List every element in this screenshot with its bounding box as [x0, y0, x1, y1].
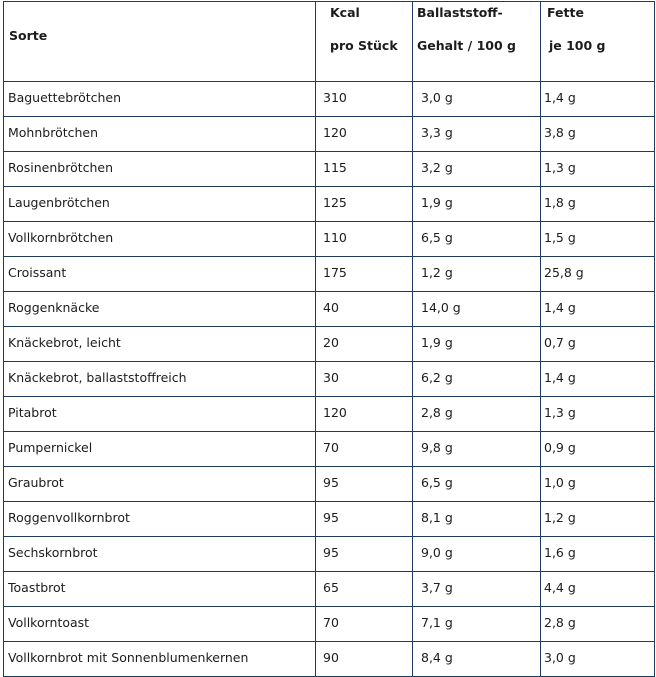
header-ballaststoff: Ballaststoff- Gehalt / 100 g [413, 2, 541, 82]
cell-kcal: 120 [316, 397, 413, 432]
table-row [4, 502, 655, 537]
cell-kcal: 95 [316, 537, 413, 572]
cell-fette: 1,4 g [541, 362, 655, 397]
cell-kcal: 115 [316, 152, 413, 187]
cell-kcal: 125 [316, 187, 413, 222]
cell-fette: 0,7 g [541, 327, 655, 362]
cell-kcal: 175 [316, 257, 413, 292]
cell-sorte: Pitabrot [4, 397, 316, 432]
table-row [4, 362, 655, 397]
cell-fette: 1,0 g [541, 467, 655, 502]
table-row [4, 572, 655, 607]
cell-ballaststoff: 8,1 g [413, 502, 541, 537]
cell-ballaststoff: 3,3 g [413, 117, 541, 152]
cell-ballaststoff: 3,0 g [413, 82, 541, 117]
cell-ballaststoff: 7,1 g [413, 607, 541, 642]
table-row [4, 537, 655, 572]
cell-fette: 1,4 g [541, 82, 655, 117]
cell-sorte: Laugenbrötchen [4, 187, 316, 222]
cell-sorte: Baguettebrötchen [4, 82, 316, 117]
cell-kcal: 310 [316, 82, 413, 117]
header-row [4, 2, 655, 82]
cell-fette: 3,0 g [541, 642, 655, 677]
cell-ballaststoff: 14,0 g [413, 292, 541, 327]
nutrition-table [3, 1, 655, 677]
cell-kcal: 70 [316, 432, 413, 467]
table-row [4, 607, 655, 642]
cell-fette: 1,3 g [541, 397, 655, 432]
table-row [4, 292, 655, 327]
cell-fette: 4,4 g [541, 572, 655, 607]
cell-fette: 1,3 g [541, 152, 655, 187]
cell-kcal: 95 [316, 502, 413, 537]
cell-ballaststoff: 8,4 g [413, 642, 541, 677]
cell-fette: 1,4 g [541, 292, 655, 327]
cell-kcal: 110 [316, 222, 413, 257]
cell-ballaststoff: 1,9 g [413, 187, 541, 222]
cell-sorte: Knäckebrot, ballaststoffreich [4, 362, 316, 397]
header-sorte: Sorte [4, 2, 316, 82]
header-kcal: Kcal pro Stück [316, 2, 413, 82]
cell-fette: 1,5 g [541, 222, 655, 257]
table-row [4, 222, 655, 257]
cell-kcal: 20 [316, 327, 413, 362]
cell-sorte: Sechskornbrot [4, 537, 316, 572]
cell-kcal: 90 [316, 642, 413, 677]
cell-ballaststoff: 1,2 g [413, 257, 541, 292]
table-row [4, 187, 655, 222]
cell-ballaststoff: 1,9 g [413, 327, 541, 362]
table-row [4, 467, 655, 502]
cell-kcal: 95 [316, 467, 413, 502]
cell-fette: 1,8 g [541, 187, 655, 222]
table-body [4, 82, 655, 677]
cell-ballaststoff: 9,0 g [413, 537, 541, 572]
table-row [4, 642, 655, 677]
cell-fette: 1,2 g [541, 502, 655, 537]
cell-sorte: Rosinenbrötchen [4, 152, 316, 187]
cell-kcal: 30 [316, 362, 413, 397]
cell-ballaststoff: 9,8 g [413, 432, 541, 467]
cell-sorte: Roggenvollkornbrot [4, 502, 316, 537]
table-row [4, 82, 655, 117]
table-row [4, 152, 655, 187]
cell-ballaststoff: 6,5 g [413, 222, 541, 257]
table-row [4, 397, 655, 432]
cell-kcal: 65 [316, 572, 413, 607]
cell-ballaststoff: 6,5 g [413, 467, 541, 502]
cell-sorte: Vollkorntoast [4, 607, 316, 642]
cell-fette: 3,8 g [541, 117, 655, 152]
cell-sorte: Vollkornbrötchen [4, 222, 316, 257]
cell-sorte: Vollkornbrot mit Sonnenblumenkernen [4, 642, 316, 677]
cell-ballaststoff: 3,2 g [413, 152, 541, 187]
cell-sorte: Roggenknäcke [4, 292, 316, 327]
cell-ballaststoff: 3,7 g [413, 572, 541, 607]
cell-sorte: Mohnbrötchen [4, 117, 316, 152]
cell-sorte: Croissant [4, 257, 316, 292]
cell-sorte: Toastbrot [4, 572, 316, 607]
table-row [4, 257, 655, 292]
cell-sorte: Knäckebrot, leicht [4, 327, 316, 362]
table-row [4, 117, 655, 152]
table-row [4, 327, 655, 362]
cell-sorte: Pumpernickel [4, 432, 316, 467]
cell-kcal: 70 [316, 607, 413, 642]
cell-kcal: 120 [316, 117, 413, 152]
header-fette: Fette je 100 g [541, 2, 655, 82]
cell-fette: 0,9 g [541, 432, 655, 467]
table-row [4, 432, 655, 467]
cell-ballaststoff: 6,2 g [413, 362, 541, 397]
cell-ballaststoff: 2,8 g [413, 397, 541, 432]
cell-sorte: Graubrot [4, 467, 316, 502]
cell-fette: 2,8 g [541, 607, 655, 642]
cell-fette: 25,8 g [541, 257, 655, 292]
cell-fette: 1,6 g [541, 537, 655, 572]
cell-kcal: 40 [316, 292, 413, 327]
